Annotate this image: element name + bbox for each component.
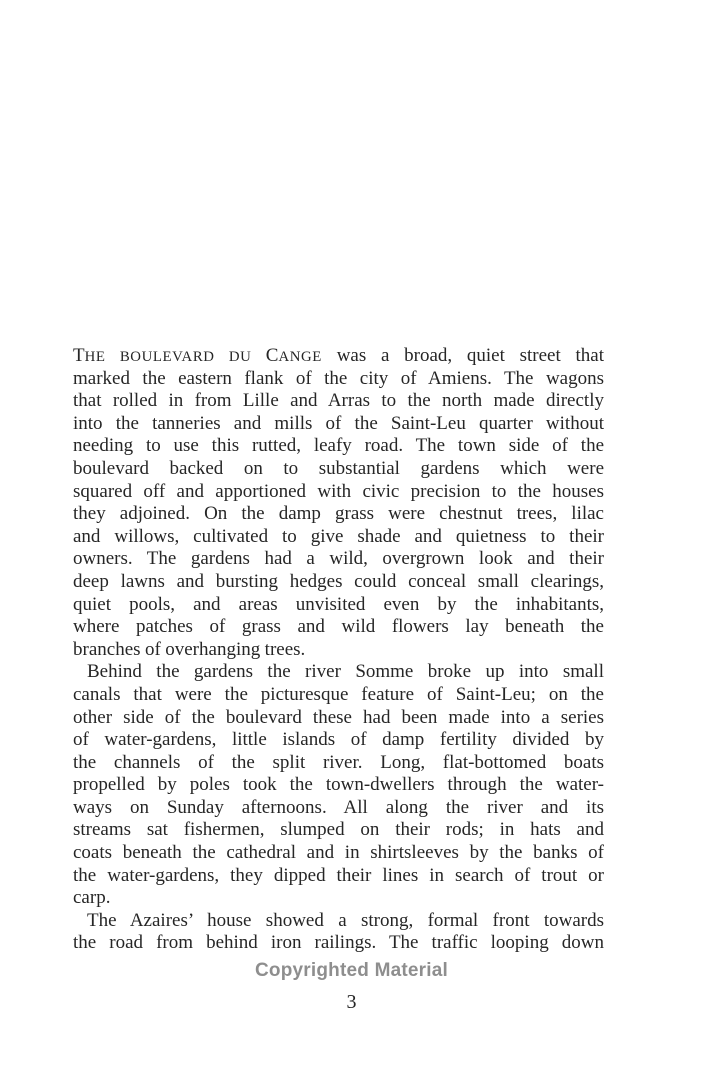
text-line: canals that were the picturesque feature of Saint-Leu; on the — [73, 683, 604, 705]
text-line: owners. The gardens had a wild, overgrown look and their — [73, 548, 604, 570]
text-line-paragraph-start: The Azaires’ house showed a strong, formal front towards — [87, 909, 604, 931]
text-line: streams sat fishermen, slumped on their rods; in hats and — [73, 819, 604, 841]
text-line: the channels of the split river. Long, flat-bottomed boats — [73, 751, 604, 773]
text-line: coats beneath the cathedral and in shirtsleeves by the banks of — [73, 842, 604, 864]
text-line-opening: THE BOULEVARD DU CANGE was a broad, quiet street that — [73, 345, 604, 366]
text-line: boulevard backed on to substantial gardens which were — [73, 457, 604, 479]
text-line: quiet pools, and areas unvisited even by the inhabitants, — [73, 593, 604, 615]
text-line: into the tanneries and mills of the Saint-Leu quarter without — [73, 412, 604, 434]
body-text — [73, 345, 604, 955]
text-line-paragraph-start: Behind the gardens the river Somme broke up into small — [87, 661, 604, 683]
text-line: squared off and apportioned with civic precision to the houses — [73, 480, 604, 502]
text-line: needing to use this rutted, leafy road. The town side of the — [73, 435, 604, 457]
copyright-watermark: Copyrighted Material — [255, 960, 448, 981]
text-line: where patches of grass and wild flowers lay beneath the — [73, 616, 604, 638]
page-number: 3 — [346, 991, 357, 1013]
text-line: the water-gardens, they dipped their lines in search of trout or — [73, 864, 604, 886]
text-line: they adjoined. On the damp grass were chestnut trees, lilac — [73, 503, 604, 525]
text-line: other side of the boulevard these had been made into a series — [73, 706, 604, 728]
text-line: deep lawns and bursting hedges could conceal small clearings, — [73, 570, 604, 592]
text-line: that rolled in from Lille and Arras to the north made directly — [73, 390, 604, 412]
text-line: ways on Sunday afternoons. All along the river and its — [73, 796, 604, 818]
smallcaps-heading: THE BOULEVARD DU CANGE — [73, 345, 322, 366]
text-line: branches of overhanging trees. — [73, 638, 306, 660]
text-line: and willows, cultivated to give shade and quietness to their — [73, 525, 604, 547]
text-line: the road from behind iron railings. The traffic looping down — [73, 932, 604, 954]
text-line: carp. — [73, 887, 111, 909]
text-line: marked the eastern flank of the city of Amiens. The wagons — [73, 367, 604, 389]
text-line: of water-gardens, little islands of damp fertility divided by — [73, 729, 604, 751]
text-line: propelled by poles took the town-dwellers through the water- — [73, 774, 604, 796]
